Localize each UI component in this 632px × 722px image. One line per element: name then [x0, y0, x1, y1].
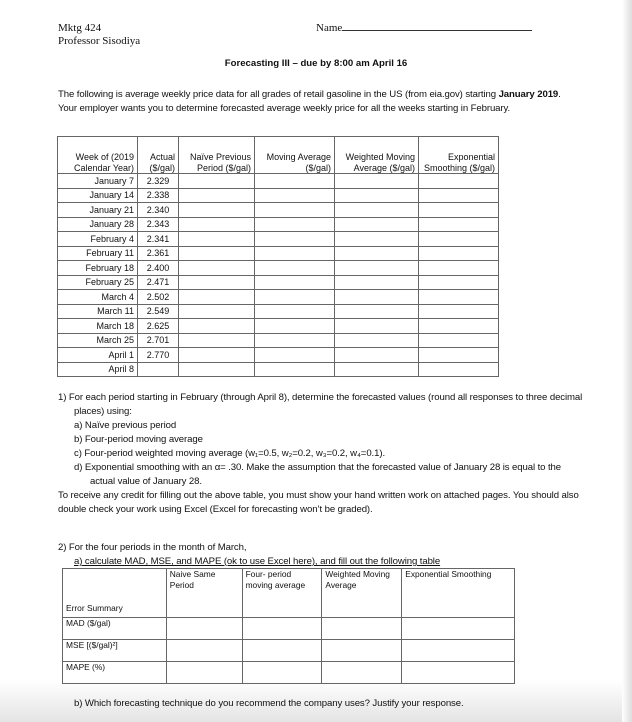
week-cell: April 1 — [58, 348, 138, 363]
forecast-input-cell[interactable] — [179, 188, 255, 203]
forecast-input-cell[interactable] — [335, 319, 419, 334]
error-input-cell[interactable] — [242, 662, 322, 684]
forecast-input-cell[interactable] — [255, 217, 335, 232]
forecast-input-cell[interactable] — [419, 261, 499, 276]
week-cell: January 7 — [58, 174, 138, 189]
forecast-input-cell[interactable] — [419, 188, 499, 203]
week-cell: April 8 — [58, 362, 138, 377]
error-input-cell[interactable] — [402, 618, 515, 640]
forecast-input-cell[interactable] — [335, 203, 419, 218]
name-field[interactable] — [316, 22, 532, 34]
forecast-input-cell[interactable] — [419, 290, 499, 305]
error-header-row — [63, 569, 515, 618]
actual-cell: 2.329 — [138, 174, 179, 189]
forecast-input-cell[interactable] — [179, 290, 255, 305]
error-input-cell[interactable] — [322, 662, 402, 684]
column-header: Weighted Moving Average — [322, 569, 402, 618]
table-row — [58, 232, 499, 247]
forecast-input-cell[interactable] — [335, 362, 419, 377]
table-row — [58, 290, 499, 305]
week-cell: February 18 — [58, 261, 138, 276]
table-row — [58, 304, 499, 319]
table-row — [58, 275, 499, 290]
forecast-input-cell[interactable] — [419, 174, 499, 189]
table-row — [63, 662, 515, 684]
error-input-cell[interactable] — [242, 640, 322, 662]
week-cell: January 28 — [58, 217, 138, 232]
actual-cell: 2.341 — [138, 232, 179, 247]
table-row — [58, 217, 499, 232]
forecast-input-cell[interactable] — [419, 304, 499, 319]
week-cell: March 4 — [58, 290, 138, 305]
forecast-input-cell[interactable] — [335, 348, 419, 363]
week-cell: February 4 — [58, 232, 138, 247]
forecast-input-cell[interactable] — [335, 188, 419, 203]
forecast-input-cell[interactable] — [335, 232, 419, 247]
forecast-input-cell[interactable] — [255, 319, 335, 334]
forecast-input-cell[interactable] — [255, 348, 335, 363]
table-row — [58, 174, 499, 189]
week-cell: February 25 — [58, 275, 138, 290]
week-cell: March 25 — [58, 333, 138, 348]
forecast-input-cell[interactable] — [419, 275, 499, 290]
forecast-input-cell[interactable] — [179, 203, 255, 218]
forecast-input-cell[interactable] — [419, 348, 499, 363]
question-2b: b) Which forecasting technique do you recommend the company uses? Justify your response. — [74, 698, 464, 709]
forecast-input-cell[interactable] — [255, 304, 335, 319]
forecast-input-cell[interactable] — [179, 232, 255, 247]
question-2: 2) For the four periods in the month of March, a) calculate MAD, MSE, and MAPE (ok to use Excel here), and fill out the following table — [58, 542, 441, 567]
forecast-input-cell[interactable] — [335, 275, 419, 290]
forecast-input-cell[interactable] — [179, 275, 255, 290]
forecast-input-cell[interactable] — [335, 333, 419, 348]
week-cell: March 18 — [58, 319, 138, 334]
q1-item: b) Four-period moving average — [74, 434, 203, 445]
actual-cell: 2.343 — [138, 217, 179, 232]
week-cell: February 11 — [58, 246, 138, 261]
week-cell: January 14 — [58, 188, 138, 203]
metric-label: MAPE (%) — [63, 662, 167, 684]
actual-cell: 2.701 — [138, 333, 179, 348]
error-input-cell[interactable] — [322, 618, 402, 640]
forecast-input-cell[interactable] — [255, 261, 335, 276]
actual-cell: 2.625 — [138, 319, 179, 334]
column-header: Exponential Smoothing — [402, 569, 515, 618]
column-header: Actual ($/gal) — [138, 137, 179, 174]
actual-cell: 2.338 — [138, 188, 179, 203]
error-input-cell[interactable] — [402, 640, 515, 662]
error-input-cell[interactable] — [166, 640, 242, 662]
question-1: 1) For each period starting in February (through April 8), determine the forecasted values (round all responses to three decimal places) using: a) Naïve previous period b) Four-period moving average c) Four-period weighted moving average (w₁=0.5, w₂=0.2, w₃=0.2, w₄=0.1). d) Exponential smoothing with an α= .30. Make the assumption that the forecasted value of January 28 is equal to the actual value of January 28. To receive any credit for filling out the above table, you must show your hand written work on attached pages. You should also double check your work using Excel (Excel for forecasting won’t be graded). — [58, 391, 588, 517]
actual-cell: 2.340 — [138, 203, 179, 218]
q1-item: d) Exponential smoothing with an α= .30. Make the assumption that the forecasted value of January 28 is equal to the actual value of January 28. — [74, 462, 561, 487]
error-input-cell[interactable] — [402, 662, 515, 684]
forecast-input-cell[interactable] — [255, 203, 335, 218]
metric-label: MAD ($/gal) — [63, 618, 167, 640]
name-label: Name — [316, 22, 343, 34]
forecast-input-cell[interactable] — [179, 348, 255, 363]
column-header: Week of (2019 Calendar Year) — [58, 137, 138, 174]
actual-cell — [138, 362, 179, 377]
table-row — [58, 188, 499, 203]
table-row — [58, 348, 499, 363]
forecast-input-cell[interactable] — [335, 304, 419, 319]
forecast-input-cell[interactable] — [335, 174, 419, 189]
table-row — [58, 261, 499, 276]
column-header: Weighted Moving Average ($/gal) — [335, 137, 419, 174]
forecast-input-cell[interactable] — [335, 246, 419, 261]
forecast-input-cell[interactable] — [179, 304, 255, 319]
error-input-cell[interactable] — [166, 618, 242, 640]
forecast-input-cell[interactable] — [179, 333, 255, 348]
forecast-input-cell[interactable] — [255, 246, 335, 261]
page-title: Forecasting III – due by 8:00 am April 16 — [224, 58, 408, 69]
forecast-input-cell[interactable] — [419, 333, 499, 348]
forecast-input-cell[interactable] — [335, 290, 419, 305]
forecast-input-cell[interactable] — [255, 174, 335, 189]
forecast-input-cell[interactable] — [179, 261, 255, 276]
table-row — [58, 246, 499, 261]
actual-cell: 2.502 — [138, 290, 179, 305]
week-cell: March 11 — [58, 304, 138, 319]
forecast-input-cell[interactable] — [335, 217, 419, 232]
q1-item: a) Naïve previous period — [74, 420, 177, 431]
column-header: Moving Average ($/gal) — [255, 137, 335, 174]
actual-cell: 2.361 — [138, 246, 179, 261]
intro-paragraph: The following is average weekly price data for all grades of retail gasoline in the US (from eia.gov) starting January 2019. Your employer wants you to determine forecasted average weekly price for all the weeks starting in February. — [58, 89, 561, 114]
forecast-input-cell[interactable] — [419, 319, 499, 334]
actual-cell: 2.400 — [138, 261, 179, 276]
forecast-input-cell[interactable] — [419, 232, 499, 247]
forecast-input-cell[interactable] — [255, 275, 335, 290]
forecast-input-cell[interactable] — [179, 246, 255, 261]
error-summary-table — [62, 568, 515, 684]
table-row — [63, 618, 515, 640]
professor-label: Professor Sisodiya — [58, 35, 141, 47]
forecast-table — [57, 136, 499, 377]
q1-note: To receive any credit for filling out the above table, you must show your hand written work on attached pages. You should also double check your work using Excel (Excel for forecasting won’t be graded). — [58, 490, 579, 515]
page-edge-shadow — [622, 0, 632, 722]
forecast-input-cell[interactable] — [179, 217, 255, 232]
table-row — [63, 640, 515, 662]
forecast-input-cell[interactable] — [255, 333, 335, 348]
forecast-input-cell[interactable] — [419, 217, 499, 232]
table-row — [58, 203, 499, 218]
error-input-cell[interactable] — [322, 640, 402, 662]
column-header: Error Summary — [63, 569, 167, 618]
forecast-input-cell[interactable] — [419, 203, 499, 218]
forecast-input-cell[interactable] — [255, 232, 335, 247]
actual-cell: 2.770 — [138, 348, 179, 363]
forecast-input-cell[interactable] — [335, 261, 419, 276]
forecast-input-cell[interactable] — [255, 188, 335, 203]
column-header: Naïve Previous Period ($/gal) — [179, 137, 255, 174]
column-header: Four- period moving average — [242, 569, 322, 618]
error-input-cell[interactable] — [242, 618, 322, 640]
metric-label: MSE [($/gal)²] — [63, 640, 167, 662]
forecast-input-cell[interactable] — [419, 362, 499, 377]
actual-cell: 2.549 — [138, 304, 179, 319]
course-label: Mktg 424 — [58, 22, 102, 34]
forecast-input-cell[interactable] — [179, 319, 255, 334]
forecast-input-cell[interactable] — [255, 362, 335, 377]
column-header: Naive Same Period — [166, 569, 242, 618]
forecast-input-cell[interactable] — [419, 246, 499, 261]
forecast-input-cell[interactable] — [179, 362, 255, 377]
actual-cell: 2.471 — [138, 275, 179, 290]
column-header: Exponential Smoothing ($/gal) — [419, 137, 499, 174]
table-row — [58, 362, 499, 377]
forecast-input-cell[interactable] — [179, 174, 255, 189]
q1-item: c) Four-period weighted moving average (w₁=0.5, w₂=0.2, w₃=0.2, w₄=0.1). — [74, 448, 386, 459]
error-input-cell[interactable] — [166, 662, 242, 684]
forecast-input-cell[interactable] — [255, 290, 335, 305]
week-cell: January 21 — [58, 203, 138, 218]
table-row — [58, 333, 499, 348]
table-header-row — [58, 137, 499, 174]
table-row — [58, 319, 499, 334]
